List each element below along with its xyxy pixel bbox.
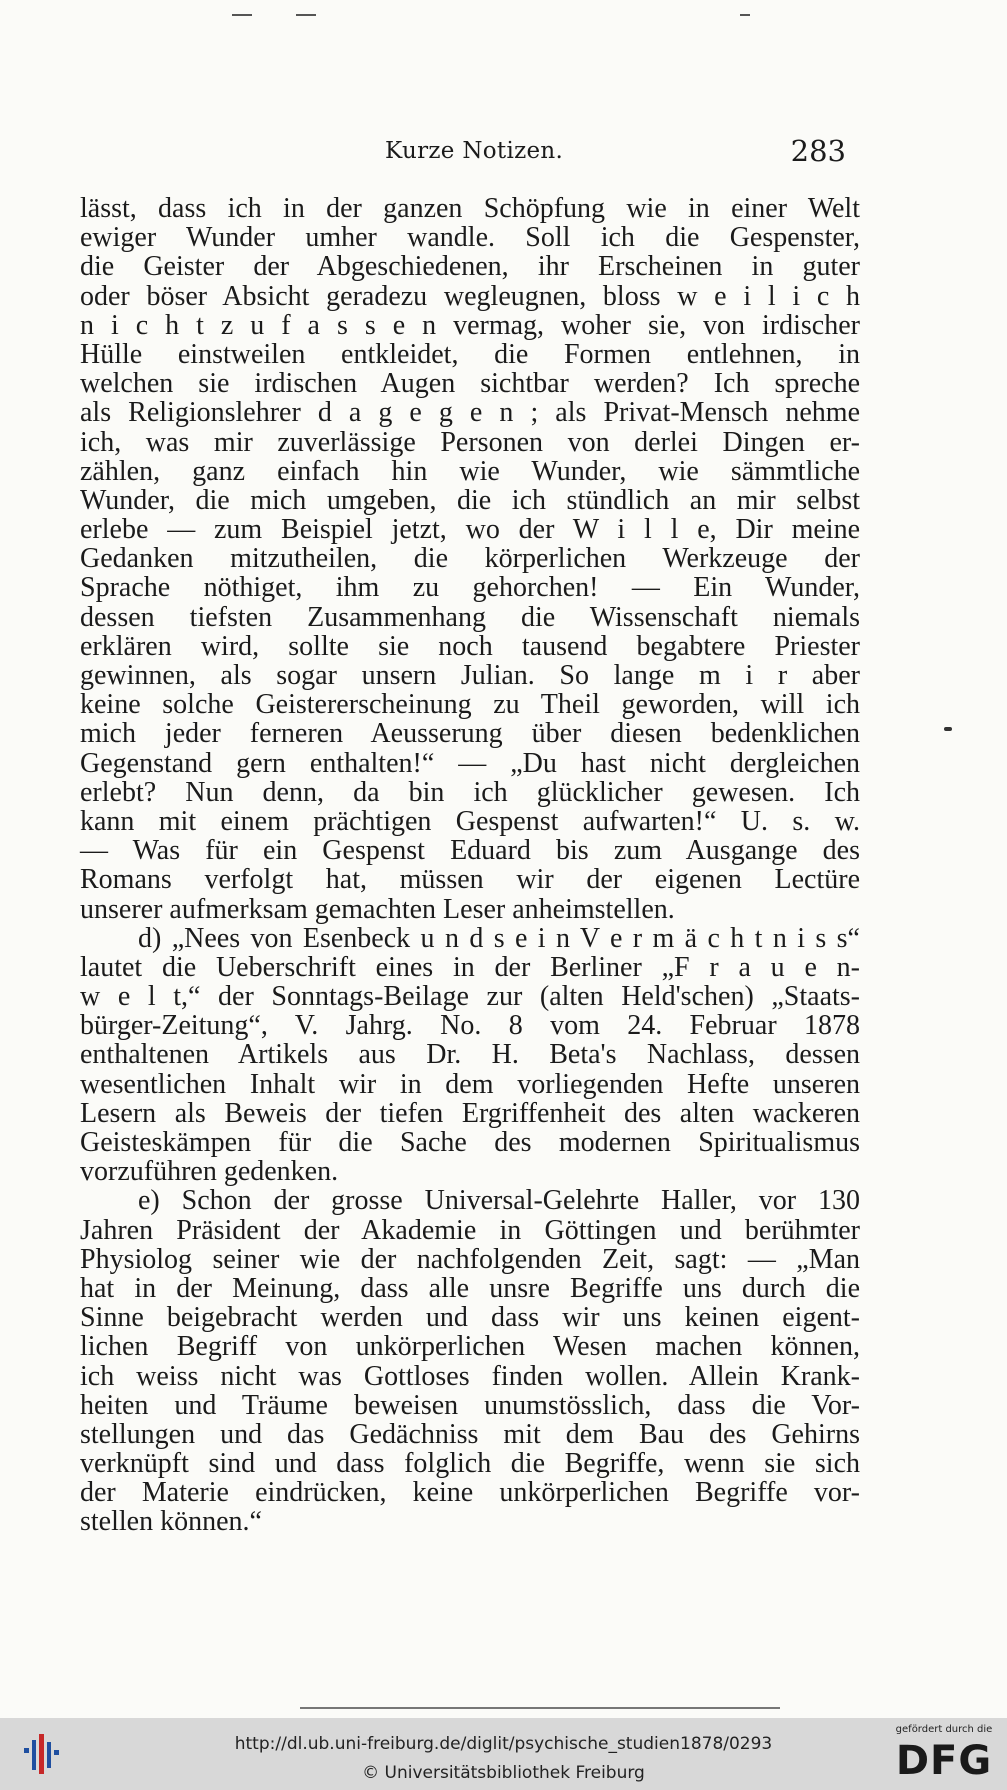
top-edge-marks [0,14,1007,18]
text-line: der Materie eindrücken, keine unkörperlichen Begriffe vor- [80,1477,860,1509]
text-line: lautet die Ueberschrift eines in der Berliner „F r a u e n- [80,951,860,983]
text-line: Geisteskämpen für die Sache des modernen Spiritualismus [80,1127,860,1158]
text-line: zählen, ganz einfach hin wie Wunder, wie sämmtliche [80,455,860,487]
text-line: die Geister der Abgeschiedenen, ihr Erscheinen in guter [80,251,860,283]
text-line: unserer aufmerksam gemachten Leser anheimstellen. [80,893,675,925]
text-line: Sprache nöthiget, ihm zu gehorchen! — Ein Wunder, [80,572,860,604]
running-head: Kurze Notizen. [385,138,564,164]
text-line: verknüpft sind und dass folglich die Begriffe, wenn sie sich [80,1448,860,1480]
text-line: dessen tiefsten Zusammenhang die Wissenschaft niemals [80,601,860,633]
margin-speck [944,727,952,731]
copyright-notice: © Universitätsbibliothek Freiburg [362,1763,645,1783]
text-line: Romans verfolgt hat, müssen wir der eigenen Lectüre [80,864,860,896]
text-line: wesentlichen Inhalt wir in dem vorliegenden Hefte unseren [80,1068,860,1100]
dfg-sponsor [889,1724,999,1786]
text-line: n i c h t z u f a s s e n vermag, woher sie, von irdischer [80,309,860,341]
text-line: Gegenstand gern enthalten!“ — „Du hast nicht dergleichen [80,747,860,779]
dfg-logo: DFG [895,1738,993,1784]
text-line: erlebe — zum Beispiel jetzt, wo der W i l l e, Dir meine [80,514,860,546]
text-line: Lesern als Beweis der tiefen Ergriffenheit des alten wackeren [80,1097,860,1129]
text-line: lässt, dass ich in der ganzen Schöpfung wie in einer Welt [80,193,860,224]
text-line: hat in der Meinung, dass alle unsre Begriffe uns durch die [80,1272,860,1304]
text-line: vorzuführen gedenken. [80,1156,339,1188]
body-text [80,194,860,1537]
text-line: keine solche Geistererscheinung zu Theil geworden, will ich [80,689,860,721]
text-line: Physiolog seiner wie der nachfolgenden Zeit, sagt: — „Man [80,1243,860,1275]
source-url[interactable]: http://dl.ub.uni-freiburg.de/diglit/psychische_studien1878/0293 [234,1734,773,1754]
text-line: d) „Nees von Esenbeck u n d s e i n V e r m ä c h t n i s s“ [138,922,860,954]
viewer-footer [0,1718,1007,1790]
bottom-rule [300,1707,780,1709]
text-line: stellungen und das Gedächniss mit dem Bau des Gehirns [80,1418,860,1450]
sponsor-note: gefördert durch die [895,1724,993,1735]
text-line: e) Schon der grosse Universal-Gelehrte Haller, vor 130 [138,1185,860,1217]
text-line: welchen sie irdischen Augen sichtbar werden? Ich spreche [80,368,860,400]
page-number: 283 [790,134,846,168]
text-line: lichen Begriff von unkörperlichen Wesen machen können, [80,1331,860,1363]
text-line: Sinne beigebracht werden und dass wir uns keinen eigent- [80,1302,860,1334]
text-line: w e l t,“ der Sonntags-Beilage zur (alten Held'schen) „Staats- [80,981,860,1013]
text-line: erlebt? Nun denn, da bin ich glücklicher gewesen. Ich [80,776,860,808]
text-line: bürger-Zeitung“, V. Jahrg. No. 8 vom 24. Februar 1878 [80,1010,860,1042]
text-line: oder böser Absicht geradezu wegleugnen, bloss w e i l i c h [80,280,860,312]
text-line: ewiger Wunder umher wandle. Soll ich die Gespenster, [80,222,860,254]
text-line: stellen können.“ [80,1506,262,1538]
text-line: enthaltenen Artikels aus Dr. H. Beta's Nachlass, dessen [80,1039,860,1071]
text-line: — Was für ein Gespenst Eduard bis zum Ausgange des [80,835,860,867]
text-line: ich weiss nicht was Gottloses finden wollen. Allein Krank- [80,1360,860,1392]
text-line: Hülle einstweilen entkleidet, die Formen entlehnen, in [80,338,860,370]
page-header [80,134,846,174]
text-line: als Religionslehrer d a g e g e n ; als Privat-Mensch nehme [80,397,860,429]
text-line: Gedanken mitzutheilen, die körperlichen Werkzeuge der [80,543,860,575]
text-line: erklären wird, sollte sie noch tausend begabtere Priester [80,630,860,662]
text-line: mich jeder ferneren Aeusserung über diesen bedenklichen [80,718,860,750]
text-line: kann mit einem prächtigen Gespenst aufwarten!“ U. s. w. [80,805,860,837]
text-line: Jahren Präsident der Akademie in Göttingen und berühmter [80,1214,860,1246]
text-line: gewinnen, als sogar unsern Julian. So lange m i r aber [80,660,860,691]
text-line: ich, was mir zuverlässige Personen von derlei Dingen er- [80,426,860,458]
text-line: heiten und Träume beweisen unumstösslich, dass die Vor- [80,1389,860,1421]
text-line: Wunder, die mich umgeben, die ich stündlich an mir selbst [80,484,860,516]
